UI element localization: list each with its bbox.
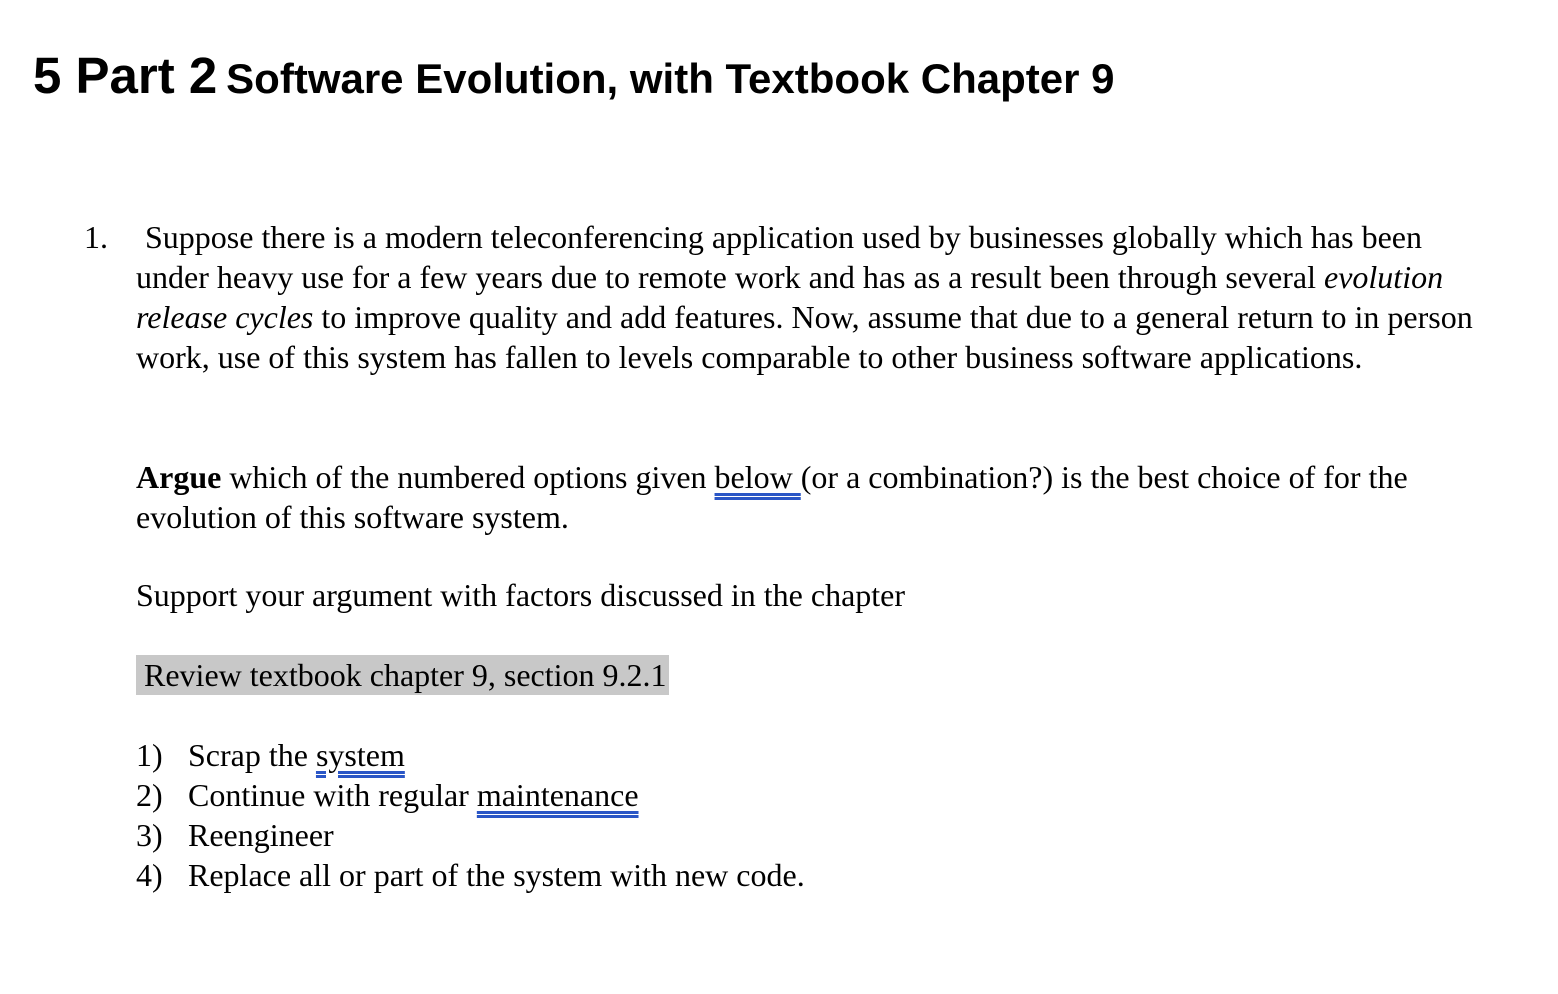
question-text-part2: to improve quality and add features. Now, assume that due to a general return to in person work, use of this system has fallen to levels comparable to other business software applications.	[136, 299, 1473, 375]
argue-paragraph	[136, 457, 1536, 537]
option-text	[188, 775, 639, 815]
support-paragraph: Support your argument with factors discussed in the chapter	[136, 577, 906, 613]
section-title: Software Evolution, with Textbook Chapter 9	[226, 55, 1115, 102]
option-number: 3)	[136, 817, 163, 853]
section-number: 5 Part 2	[33, 47, 218, 104]
option-item-1	[136, 735, 805, 775]
option-text	[188, 735, 405, 775]
question-text-italic: evolution release cycles	[136, 259, 1444, 335]
option-text-pre: Continue with regular	[188, 777, 477, 813]
option-number: 4)	[136, 857, 163, 893]
maintenance-link[interactable]: maintenance	[476, 777, 639, 813]
option-item-2	[136, 775, 805, 815]
options-list	[136, 735, 805, 895]
option-text: Reengineer	[188, 817, 334, 853]
option-number: 1)	[136, 737, 163, 773]
option-item-4	[136, 855, 805, 895]
argue-bold-word: Argue	[136, 459, 222, 495]
option-number: 2)	[136, 777, 163, 813]
option-text-pre: Scrap the	[188, 737, 316, 773]
option-item-3	[136, 815, 805, 855]
argue-text-part2: (or a combination?) is the best choice of for the evolution of this software system.	[136, 459, 1408, 535]
question-text-part1: Suppose there is a modern teleconferencing application used by businesses globally which has been under heavy use for a few years due to remote work and has as a result been through several	[136, 219, 1422, 295]
section-heading	[33, 47, 1115, 104]
question-number: 1.	[84, 219, 108, 255]
argue-text-part1: which of the numbered options given	[221, 459, 715, 495]
system-link[interactable]: system	[315, 737, 405, 773]
review-note-highlight: Review textbook chapter 9, section 9.2.1	[136, 655, 669, 695]
option-text: Replace all or part of the system with new code.	[188, 857, 805, 893]
below-link[interactable]: below	[714, 459, 801, 495]
question-paragraph	[136, 217, 1481, 377]
